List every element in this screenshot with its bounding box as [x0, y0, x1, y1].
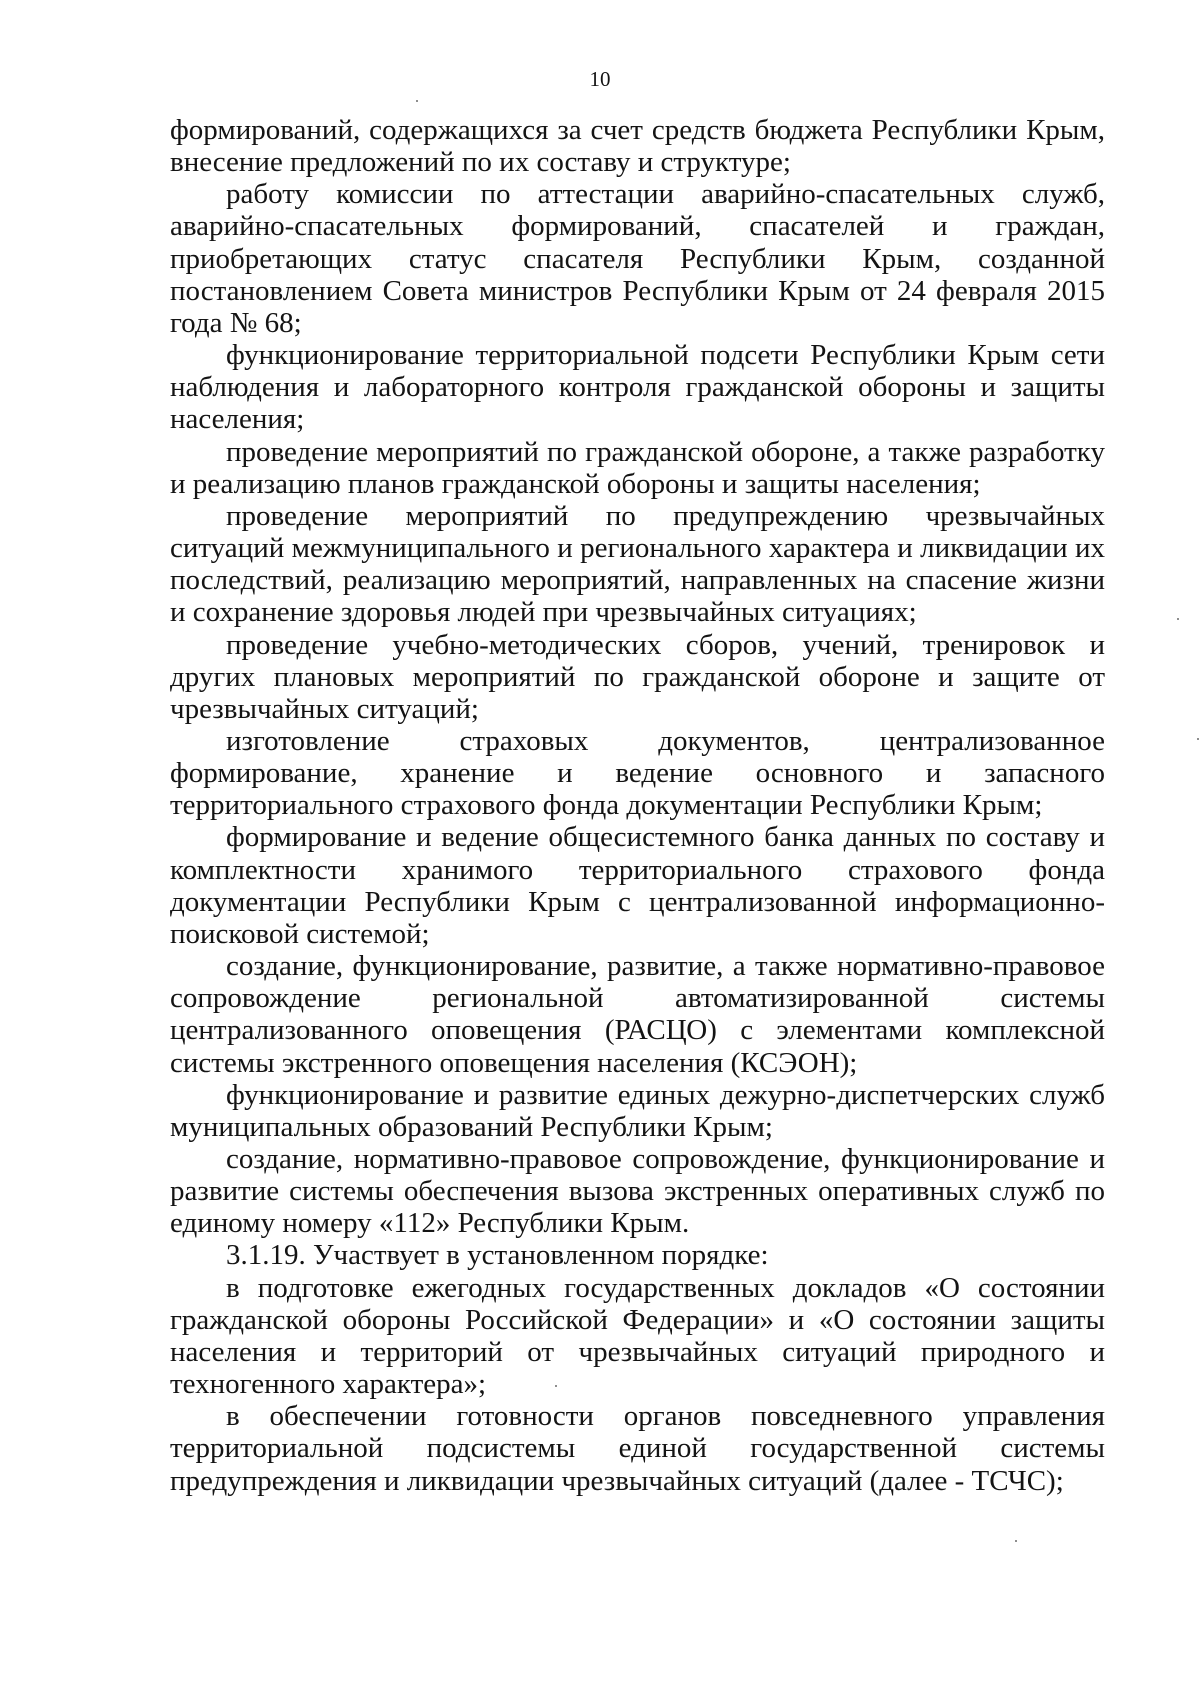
paragraph-civil-defense-events: проведение мероприятий по гражданской обороне, а также разработку и реализацию планов гражданской обороны и защиты населения; — [170, 435, 1105, 500]
paragraph-observation-network: функционирование территориальной подсети Республики Крым сети наблюдения и лабораторного контроля гражданской обороны и защиты населения; — [170, 339, 1105, 436]
paragraph-training-exercises: проведение учебно-методических сборов, учений, тренировок и других плановых мероприятий по гражданской обороне и защите от чрезвычайных ситуаций; — [170, 628, 1105, 725]
scan-speck — [416, 100, 418, 102]
paragraph-tschs-readiness: в обеспечении готовности органов повседневного управления территориальной подсистемы единой государственной системы предупреждения и ликвидации чрезвычайных ситуаций (далее - ТСЧС); — [170, 1400, 1105, 1497]
paragraph-state-reports: в подготовке ежегодных государственных докладов «О состоянии гражданской обороны Российской Федерации» и «О состоянии защиты населения и территорий от чрезвычайных ситуаций природного и техногенного характера»; — [170, 1271, 1105, 1401]
paragraph-dispatch-services: функционирование и развитие единых дежурно-диспетчерских служб муниципальных образований Республики Крым; — [170, 1078, 1105, 1143]
paragraph-data-bank: формирование и ведение общесистемного банка данных по составу и комплектности хранимого территориального страхового фонда документации Республики Крым с централизованной информационно-поисковой системой; — [170, 821, 1105, 950]
scan-speck — [1177, 618, 1179, 620]
paragraph-continuation: формирований, содержащихся за счет средств бюджета Республики Крым, внесение предложений по их составу и структуре; — [170, 114, 1105, 179]
document-body — [170, 114, 1105, 1497]
paragraph-emergency-prevention: проведение мероприятий по предупреждению чрезвычайных ситуаций межмуниципального и регионального характера и ликвидации их последствий, реализацию мероприятий, направленных на спасение жизни и сохранение здоровья людей при чрезвычайных ситуациях; — [170, 499, 1105, 629]
page-number: 10 — [589, 67, 611, 91]
paragraph-112-system: создание, нормативно-правовое сопровождение, функционирование и развитие системы обеспечения вызова экстренных оперативных служб по единому номеру «112» Республики Крым. — [170, 1143, 1105, 1240]
paragraph-rasco-system: создание, функционирование, развитие, а также нормативно-правовое сопровождение региональной автоматизированной системы централизованного оповещения (РАСЦО) с элементами комплексной системы экстренного оповещения населения (КСЭОН); — [170, 950, 1105, 1079]
paragraph-insurance-documents: изготовление страховых документов, централизованное формирование, хранение и ведение основного и запасного территориального страхового фонда документации Республики Крым; — [170, 724, 1105, 822]
paragraph-attestation-commission: работу комиссии по аттестации аварийно-спасательных служб, аварийно-спасательных формирований, спасателей и граждан, приобретающих статус спасателя Республики Крым, созданной постановлением Совета министров Республики Крым от 24 февраля 2015 года № 68; — [170, 178, 1105, 339]
scan-speck — [1197, 738, 1199, 740]
paragraph-section-3-1-19: 3.1.19. Участвует в установленном порядке: — [226, 1239, 769, 1272]
scan-speck — [1015, 1540, 1017, 1542]
scan-speck — [555, 1385, 557, 1387]
